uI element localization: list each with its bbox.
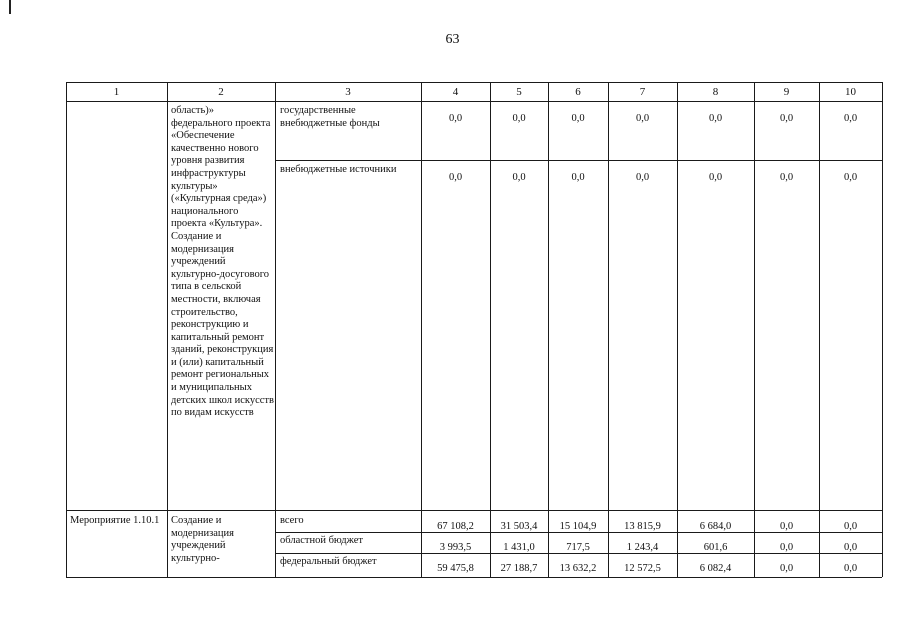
measure-description: Создание и модернизация учреждений культурно-	[171, 515, 234, 564]
header-col-5: 5	[516, 86, 522, 98]
measure-value: 0,0	[843, 521, 858, 532]
grid-line	[275, 82, 276, 577]
continuation-value: 0,0	[571, 113, 585, 124]
grid-line	[66, 82, 882, 83]
measure-value: 12 572,5	[624, 563, 661, 574]
grid-line	[66, 510, 882, 511]
page-number: 63	[445, 32, 460, 47]
continuation-value: 0,0	[843, 113, 858, 124]
grid-line	[490, 82, 491, 577]
measure-value: 6 684,0	[699, 521, 732, 532]
grid-line	[548, 82, 549, 577]
measure-value: 601,6	[703, 542, 728, 553]
grid-line	[819, 82, 820, 577]
source-extrabudgetary-sources: внебюджетные источники	[280, 164, 397, 175]
measure-value: 59 475,8	[437, 563, 474, 574]
measure-value: 13 632,2	[559, 563, 597, 574]
continuation-value: 0,0	[512, 172, 526, 183]
source-regional-budget: областной бюджет	[280, 535, 363, 546]
measure-value: 717,5	[566, 542, 590, 553]
budget-table	[66, 82, 882, 577]
measure-value: 0,0	[779, 563, 794, 574]
grid-line	[275, 553, 882, 554]
measure-value: 31 503,4	[500, 521, 538, 532]
header-col-10: 10	[845, 86, 856, 98]
continuation-value: 0,0	[635, 172, 650, 183]
measure-value: 3 993,5	[439, 542, 472, 553]
measure-label: Мероприятие 1.10.1	[70, 515, 160, 526]
grid-line	[677, 82, 678, 577]
header-col-3: 3	[345, 86, 351, 98]
grid-line	[882, 82, 883, 577]
header-col-6: 6	[575, 86, 581, 98]
continuation-value: 0,0	[708, 172, 723, 183]
continuation-value: 0,0	[512, 113, 526, 124]
header-col-2: 2	[218, 86, 224, 98]
measure-value: 6 082,4	[699, 563, 732, 574]
header-col-1: 1	[113, 86, 120, 98]
grid-line	[275, 532, 882, 533]
measure-value: 13 815,9	[624, 521, 661, 532]
source-extrabudgetary-state-funds: государственные внебюджетные фонды	[280, 105, 380, 129]
header-col-7: 7	[639, 86, 646, 98]
grid-line	[754, 82, 755, 577]
measure-value: 0,0	[843, 563, 858, 574]
measure-value: 0,0	[779, 521, 794, 532]
grid-line	[608, 82, 609, 577]
measure-value: 27 188,7	[500, 563, 538, 574]
grid-line	[66, 82, 67, 577]
grid-line	[275, 160, 882, 161]
continuation-value: 0,0	[708, 113, 723, 124]
grid-line	[167, 82, 168, 577]
source-federal-budget: федеральный бюджет	[280, 556, 377, 567]
continuation-value: 0,0	[448, 113, 463, 124]
continuation-value: 0,0	[448, 172, 463, 183]
continuation-value: 0,0	[779, 113, 794, 124]
measure-value: 1 431,0	[503, 542, 535, 553]
scan-mark	[9, 0, 11, 14]
source-total: всего	[280, 515, 304, 526]
continuation-value: 0,0	[779, 172, 794, 183]
continuation-value: 0,0	[635, 113, 650, 124]
measure-value: 1 243,4	[626, 542, 659, 553]
measure-value: 0,0	[843, 542, 858, 553]
measure-value: 67 108,2	[437, 521, 474, 532]
continuation-value: 0,0	[571, 172, 585, 183]
measure-value: 15 104,9	[559, 521, 597, 532]
grid-line	[66, 101, 882, 102]
grid-line	[66, 577, 882, 578]
header-col-9: 9	[783, 86, 790, 98]
header-col-4: 4	[452, 86, 459, 98]
continuation-description: область)» федерального проекта «Обеспечение качественно нового уровня развития инфраструктуры культуры» («Культурная среда») национального проекта «Культура». Создание и модернизация учреждений культурно-досугового типа в сельской местности, включая строительство, реконструкцию и капитальный ремонт зданий, реконструкция и (или) капитальный ремонт региональных и муниципальных детских школ искусств по видам искусств	[171, 105, 274, 419]
header-col-8: 8	[712, 86, 719, 98]
measure-value: 0,0	[779, 542, 794, 553]
grid-line	[421, 82, 422, 577]
continuation-value: 0,0	[843, 172, 858, 183]
